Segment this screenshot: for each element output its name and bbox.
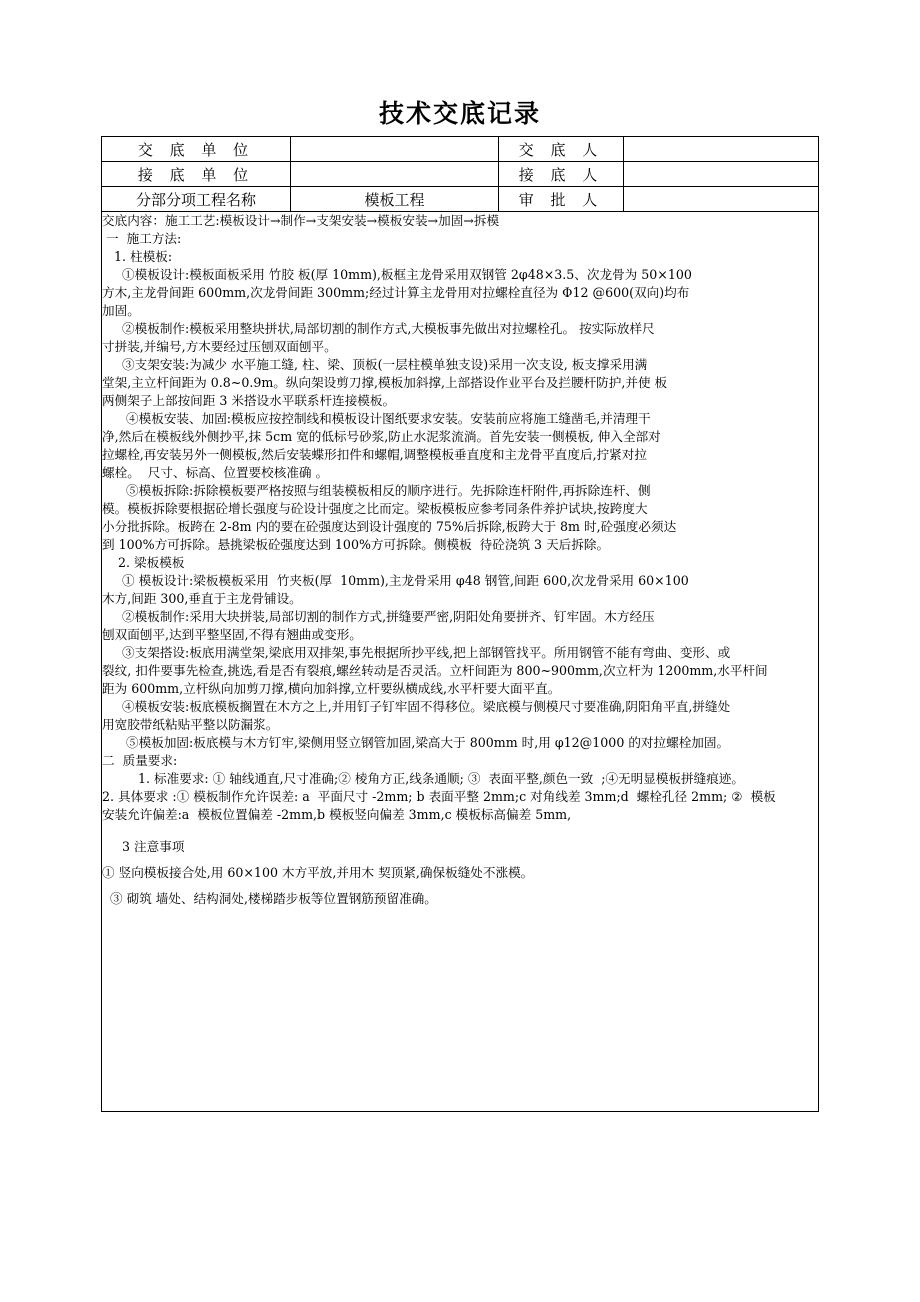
text-line: 安装允许偏差:a 模板位置偏差 -2mm,b 模板竖向偏差 3mm,c 模板标高偏差 5mm, [102,807,572,822]
text-line: 小分批拆除。板跨在 2-8m 内的要在砼强度达到设计强度的 75%后拆除,板跨大于 8m 时,砼强度必须达 [102,519,677,534]
section-heading: 一 施工方法: [102,231,182,246]
text-line: 寸拼装,并编号,方木要经过压刨双面刨平。 [102,339,337,354]
text-line: ⑤模板加固:板底模与木方钉牢,梁侧用竖立钢管加固,梁高大于 800mm 时,用 φ12@1000 的对拉螺栓加固。 [102,735,730,750]
handover-person-value[interactable] [624,137,818,161]
text-line: ②模板制作:模板采用整块拼状,局部切割的制作方式,大模板事先做出对拉螺栓孔。 按实际放样尺 [102,321,655,336]
text-line: ④模板安装:板底模板搁置在木方之上,并用钉子钉牢固不得移位。梁底模与侧模尺寸要准确,阴阳角平直,拼缝处 [102,699,731,714]
header-row-3 [102,187,818,212]
text-line: 裂纹, 扣件要事先检查,挑选,看是否有裂痕,螺丝转动是否灵活。立杆间距为 800~900mm,次立杆为 1200mm,水平杆间 [102,663,768,678]
text-line: ⑤模板拆除:拆除模板要严格按照与组装模板相反的顺序进行。先拆除连杆附件,再拆除连杆、侧 [102,483,651,498]
text-line: ②模板制作:采用大块拼装,局部切割的制作方式,拼缝要严密,阴阳处角要拼齐、钉牢固。木方经压 [102,609,655,624]
handover-content [102,212,818,908]
text-line: 方木,主龙骨间距 600mm,次龙骨间距 300mm;经过计算主龙骨用对拉螺栓直径为 Φ12 @600(双向)均布 [102,285,690,300]
subsection-heading: 2. 梁板模板 [102,555,185,570]
text-line: 用宽胶带纸粘贴平整以防漏浆。 [102,717,279,732]
text-line: 螺栓。 尺寸、标高、位置要校核准确 。 [102,465,329,480]
record-form [101,136,819,1112]
page-title: 技术交底记录 [378,99,541,128]
section-heading: 二 质量要求: [102,753,178,768]
text-line: ③支架搭设:板底用满堂架,梁底用双排架,事先根据所抄平线,把上部钢管找平。所用钢管不能有弯曲、变形、或 [102,645,731,660]
text-line: 木方,间距 300,垂直于主龙骨铺设。 [102,591,302,606]
receiving-person-label: 接 底 人 [499,162,624,186]
header-row-1 [102,137,818,162]
text-line: 模。模板拆除要根据砼增长强度与砼设计强度之比而定。梁板模板应参考同条件养护试块,按跨度大 [102,501,648,516]
approver-value[interactable] [624,187,818,211]
text-line: 2. 具体要求 :① 模板制作允许误差: a 平面尺寸 -2mm; b 表面平整 2mm;c 对角线差 3mm;d 螺栓孔径 2mm; ② 模板 [102,789,776,804]
text-line: 到 100%方可拆除。悬挑梁板砼强度达到 100%方可拆除。侧模板 待砼浇筑 3 天后拆除。 [102,537,610,552]
receiving-person-value[interactable] [624,162,818,186]
text-line: ③支架安装:为减少 水平施工缝, 柱、梁、顶板(一层柱模单独支设)采用一次支设, 板支撑采用满 [102,357,648,372]
text-line: 距为 600mm,立杆纵向加剪刀撑,横向加斜撑,立杆要纵横成线,水平杆要大面平直。 [102,681,561,696]
spacer [102,882,818,890]
text-line: 拉螺栓,再安装另外一侧模板,然后安装蝶形扣件和螺帽,调整模板垂直度和主龙骨平直度后,拧紧对拉 [102,447,647,462]
text-line: 刨双面刨平,达到平整坚固,不得有翘曲或变形。 [102,627,362,642]
text-line: ① 模板设计:梁板模板采用 竹夹板(厚 10mm),主龙骨采用 φ48 钢管,间距 600,次龙骨采用 60×100 [102,573,689,588]
text-line: ③ 砌筑 墙处、结构洞处,楼梯踏步板等位置钢筋预留准确。 [102,891,437,906]
text-line: 加固。 [102,303,140,318]
text-line: ④模板安装、加固:模板应按控制线和模板设计图纸要求安装。安装前应将施工缝凿毛,并清理干 [102,411,651,426]
text-line: 净,然后在模板线外侧抄平,抹 5cm 宽的低标号砂浆,防止水泥浆流淌。首先安装一侧模板, 伸入全部对 [102,429,661,444]
text-line: ①模板设计:模板面板采用 竹胶 板(厚 10mm),板框主龙骨采用双钢管 2φ48×3.5、次龙骨为 50×100 [102,267,692,282]
text-line: 堂架,主立杆间距为 0.8~0.9m。纵向架设剪刀撑,模板加斜撑,上部搭设作业平台及拦腰杆防护,并使 板 [102,375,668,390]
text-line: 两侧架子上部按间距 3 米搭设水平联系杆连接模板。 [102,393,396,408]
header-row-2 [102,162,818,187]
subsection-heading: 3 注意事项 [102,839,185,854]
spacer [102,856,818,864]
project-name-value: 模板工程 [291,187,499,211]
receiving-unit-label: 接 底 单 位 [102,162,291,186]
handover-person-label: 交 底 人 [499,137,624,161]
subsection-heading: 1. 柱模板: [102,249,173,264]
receiving-unit-value[interactable] [291,162,499,186]
handover-unit-label: 交 底 单 位 [102,137,291,161]
text-line: 1. 标准要求: ① 轴线通直,尺寸准确;② 棱角方正,线条通顺; ③ 表面平整,颜色一致 ;④无明显模板拼缝痕迹。 [102,771,744,786]
text-line: ① 竖向模板接合处,用 60×100 木方平放,并用木 契顶紧,确保板缝处不涨模。 [102,865,534,880]
intro-line: 交底内容：施工工艺:模板设计→制作→支架安装→模板安装→加固→拆模 [102,213,500,228]
project-name-label: 分部分项工程名称 [102,187,291,211]
spacer [102,824,818,838]
approver-label: 审 批 人 [499,187,624,211]
handover-unit-value[interactable] [291,137,499,161]
